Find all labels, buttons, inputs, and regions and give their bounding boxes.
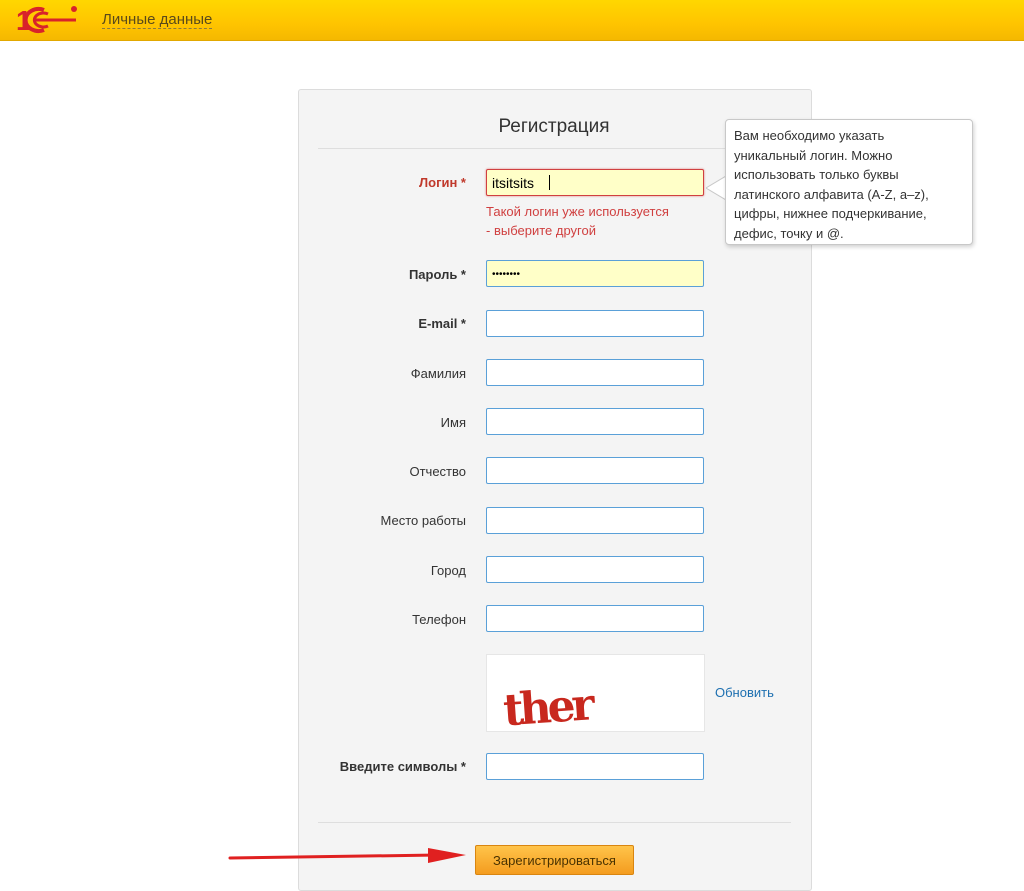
password-input-value: •••••••• [492,269,521,280]
tooltip-line: цифры, нижнее подчеркивание, [734,206,927,221]
first-name-input[interactable] [486,408,704,435]
captcha-text: ther [501,679,593,731]
title-divider [318,148,791,149]
top-bar [0,0,1024,41]
tooltip-line: Вам необходимо указать [734,128,885,143]
password-label: Пароль * [408,267,466,282]
captcha-input[interactable] [486,753,704,780]
tooltip-line: уникальный логин. Можно [734,147,893,163]
captcha-graphic [487,655,704,731]
last-name-label: Фамилия [410,366,466,381]
footer-divider [318,822,791,823]
city-label: Город [430,563,466,578]
workplace-input[interactable] [486,507,704,534]
page-title: Регистрация [498,116,610,137]
workplace-label: Место работы [380,513,466,528]
tooltip-line: использовать только буквы [734,167,899,182]
captcha-image [486,654,705,732]
middle-name-input[interactable] [486,457,704,484]
nav-title-personal-data[interactable]: Личные данные [102,11,213,28]
login-input[interactable] [486,169,704,196]
login-label: Логин * [419,175,466,190]
captcha-refresh-link[interactable]: Обновить [715,685,774,700]
password-input[interactable] [486,260,704,287]
register-button[interactable]: Зарегистрироваться [475,845,634,875]
svg-text:1: 1 [16,5,32,36]
login-input-value: itsitsits [492,175,534,191]
red-arrow-annotation [228,846,468,868]
middle-name-label: Отчество [409,464,466,479]
last-name-input[interactable] [486,359,704,386]
email-label: E-mail * [418,316,466,331]
1c-logo[interactable] [14,4,80,36]
phone-label: Телефон [412,612,466,627]
text-caret [549,175,550,190]
captcha-input-label: Введите символы * [339,759,466,774]
email-input[interactable] [486,310,704,337]
tooltip-line: дефис, точку и @. [734,225,844,241]
tooltip-pointer [706,176,726,200]
login-error-line-1: Такой логин уже используется [486,204,669,219]
login-error-line-2: - выберите другой [486,223,596,238]
city-input[interactable] [486,556,704,583]
tooltip-line: латинского алфавита (A-Z, a–z), [734,186,929,202]
phone-input[interactable] [486,605,704,632]
first-name-label: Имя [440,415,466,430]
login-hint-tooltip [725,119,973,245]
login-error-message [486,202,669,240]
